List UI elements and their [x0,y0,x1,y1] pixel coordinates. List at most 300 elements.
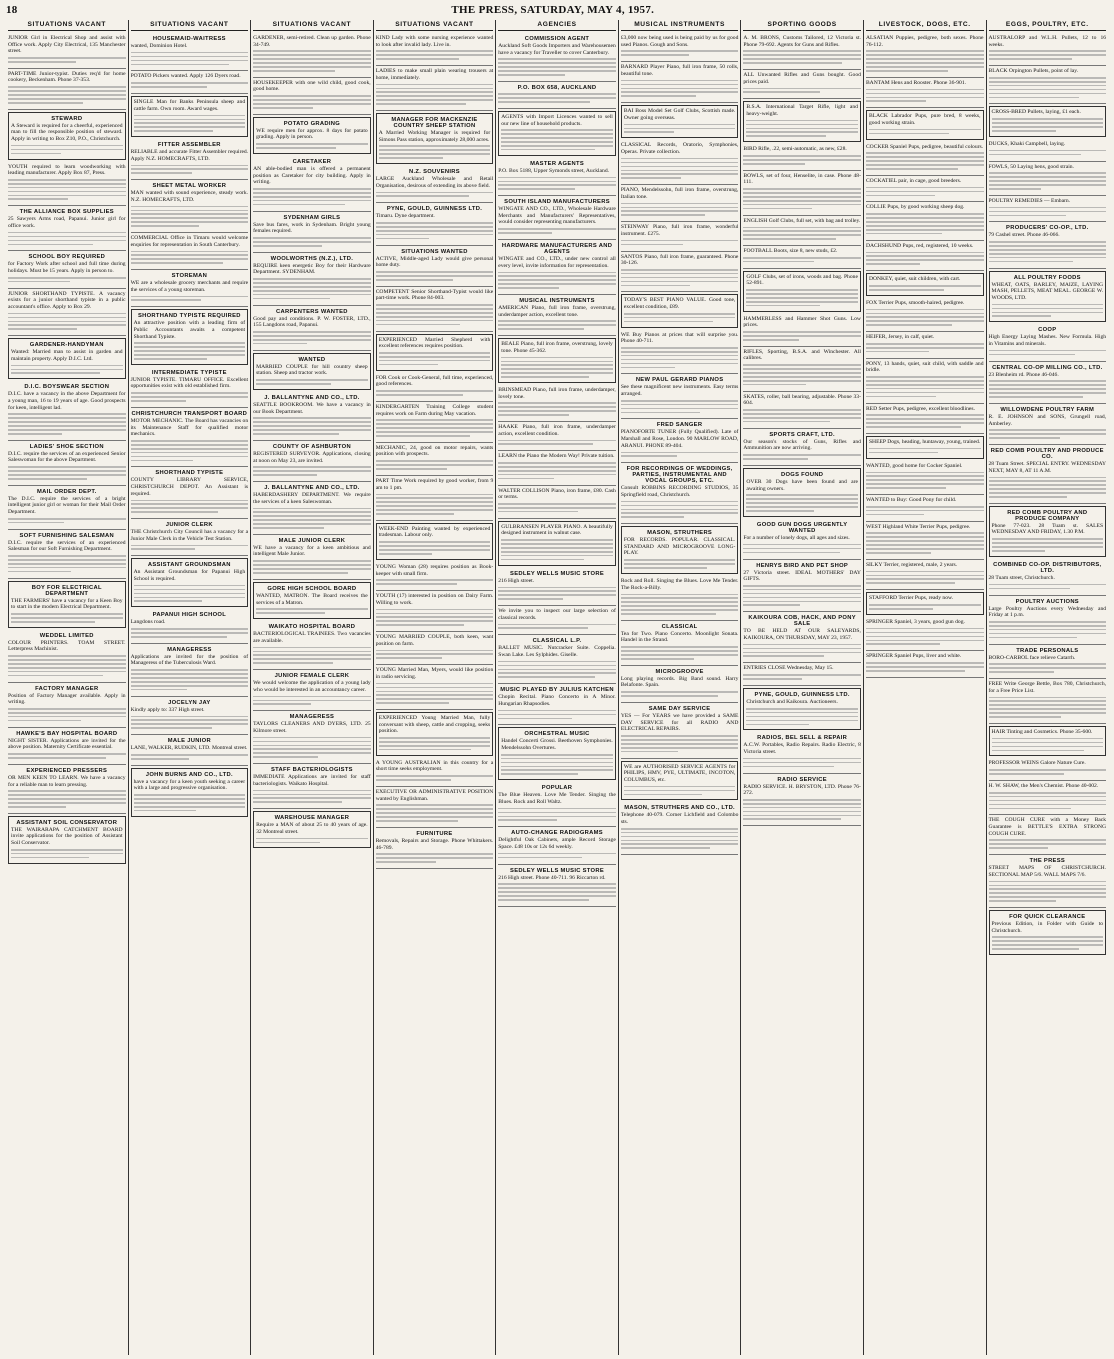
classified-ad [989,324,1107,361]
print-texture [621,158,739,179]
ad-body: COMMERCIAL Office in Timaru would welcome enquiries for representation in South Canterbury. [130,235,249,248]
classified-ad [131,71,249,94]
ad-body: PART Time Work required by good worker, from 9 am to 1 pm. [375,478,494,491]
print-texture [376,50,494,59]
print-texture [866,376,984,397]
print-texture [379,352,491,365]
ad-heading: J. BALLANTYNE AND CO., LTD. [264,394,360,401]
ad-body: COUNTY LIBRARY SERVICE, CHRISTCHURCH DEPOT. An Assistant is required. [130,477,249,497]
ad-body: The D.I.C. require the services of a bright intelligent junior girl or woman for their Mail Order Department. [8,495,126,516]
classified-ad [743,688,861,730]
ad-heading: RADIO SERVICE [777,776,827,783]
print-texture [989,150,1107,155]
ad-body: Removals, Repairs and Storage. Phone Whittakers. 46-789. [375,837,494,851]
ad-heading: MAIL ORDER DEPT. [37,488,97,495]
classified-ad [498,196,616,240]
column [863,20,986,1355]
column [250,20,373,1355]
ad-body: wanted, Dominion Hotel. [130,43,188,49]
classified-ad [131,467,249,519]
classified-ad [743,392,861,429]
ad-heading: STAFF BACTERIOLOGISTS [270,767,353,774]
print-texture [743,674,861,679]
print-texture [989,584,1107,589]
ad-body: EXECUTIVE OR ADMINISTRATIVE POSITION wanted by Englishman. [375,789,494,802]
ad-heading: PYNE, GOULD, GUINNESS LTD. [386,206,483,213]
classified-ad [989,139,1107,162]
classified-ad [376,246,494,287]
ad-body: 216 High street. [498,577,535,584]
column-heading: SITUATIONS VACANT [253,20,371,31]
classified-ad [621,185,739,222]
ad-body: THE Christchurch City Council has a vacancy for a Junior Male Clerk in the Vehicle Test Station. [130,529,249,542]
print-texture [989,77,1107,98]
print-texture [992,118,1104,131]
ad-heading: CARETAKER [292,159,332,166]
classified-ad [131,270,249,307]
classified-ad [743,33,861,70]
print-texture [8,413,126,434]
classified-ad [498,385,616,422]
classified-ad [253,441,371,482]
ad-body: FOX Terrier Pups, smooth-haired, pedigree. [865,299,965,306]
ad-body: High Energy Laying Mashes. New Formula. High in Vitamins and minerals. [988,334,1107,347]
ad-heading: JUNIOR FEMALE CLERK [274,673,350,680]
ad-heading: WILLOWDENE POULTRY FARM [1000,406,1095,413]
classified-ad [866,110,984,139]
ad-heading: JOHN BURNS AND CO., LTD. [145,771,233,778]
print-texture [743,544,861,553]
ad-body: AGENTS with Import Licences wanted to sell our new line of household products. [501,113,613,127]
ad-body: LEARN the Piano the Modern Way! Private tuition. [498,453,615,460]
classified-ad [866,298,984,332]
print-texture [498,177,616,190]
classified-ad [131,644,249,697]
ad-heading: GOOD GUN DOGS URGENTLY WANTED [756,521,848,534]
classified-ad [131,139,249,180]
ad-heading: ASSISTANT GROUNDSMAN [147,562,231,569]
print-texture [869,285,981,290]
print-texture [989,350,1107,355]
ad-body: 23 Blenheim rd. Phone 46-046. [988,371,1059,378]
ad-heading: PRODUCERS' CO-OP., LTD. [1006,225,1089,232]
print-texture [866,213,984,234]
ad-body: POTATO Pickers wanted. Apply 126 Dyers road. [130,73,241,80]
page-number: 18 [6,4,18,16]
print-texture [743,585,861,606]
ad-heading: D.I.C. BOYSWEAR SECTION [24,384,110,391]
ad-heading: THE ALLIANCE BOX SUPPLIES [19,209,114,216]
column-heading: SITUATIONS VACANT [131,20,249,31]
classified-ad [989,162,1107,196]
print-texture [134,342,246,359]
print-texture [866,628,984,645]
classified-ad [498,635,616,684]
ad-heading: FURNITURE [416,830,453,837]
print-texture [621,50,739,55]
classified-ad [8,765,126,814]
classified-ad [376,758,494,787]
ad-body: An Assistant Groundsman for Papanui High School is required. [133,569,246,582]
print-texture [866,343,984,352]
ad-body: WHEAT, OATS, BARLEY, MAIZE, LAYING MASH, PELLETS, MEAT MEAL. GEORGE W. WOODS, LTD. [991,281,1104,301]
classified-ad [621,33,739,62]
ad-body: COLOUR PRINTERS. TOAM STREET. Letterpress Machinist. [8,639,126,653]
print-texture [11,613,123,622]
print-texture [376,579,494,584]
print-texture [498,587,616,600]
ad-heading: COUNTY OF ASHBURTON [272,443,351,450]
ad-body: Consult ROBBINS RECORDING STUDIOS, 35 Springfield road, Christchurch. [620,485,739,498]
ad-heading: CARPENTERS WANTED [276,308,348,315]
print-texture [8,232,126,245]
ad-body: SKATES, roller, ball bearing, adjustable. Phone 33-604. [743,393,861,407]
ad-body: BANTAM Hens and Rooster. Phone 36-901. [865,79,967,86]
ad-heading: HAWKE'S BAY HOSPITAL BOARD [16,730,118,737]
ad-body: DUCKS, Khaki Campbell, laying. [988,140,1066,147]
classified-ad [989,559,1107,596]
ad-body: YOUTH required to learn woodworking with leading manufacturer. Apply Box 87, Press. [8,163,126,177]
print-texture [989,50,1107,59]
ad-body: ALL Unwanted Rifles and Guns bought. Good prices paid. [743,72,861,85]
ad-body: Position of Factory Manager available. Apply in writing. [8,692,126,706]
classified-ad [131,558,249,607]
print-texture [11,145,123,154]
classified-ad [743,70,861,99]
classified-ad [376,632,494,665]
ad-heading: TRADE PERSONALS [1016,647,1079,654]
ad-body: PIANO, Mendelssohn, full iron frame, overstrung, Italian tone. [620,187,739,200]
classified-ad [743,612,861,663]
ad-heading: COOP [1038,327,1057,334]
print-texture [621,828,739,849]
column [6,20,128,1355]
print-texture [131,82,249,87]
ad-heading: SEDLEY WELLS MUSIC STORE [510,570,604,577]
page-title: THE PRESS, SATURDAY, MAY 4, 1957. [451,4,655,16]
ad-body: BIRD Rifle, .22, semi-automatic, as new, £28. [743,146,847,153]
print-texture [256,608,368,613]
ad-body: Christchurch and Kaikoura. Auctioneers. [746,699,838,706]
ad-body: We invite you to inspect our large selection of classical records. [498,608,616,621]
ad-heading: WOOLWORTHS (N.Z.), LTD. [270,255,354,262]
ad-body: HAMMERLESS and Hammer Shot Guns. Low prices. [743,315,861,329]
print-texture [501,357,613,378]
classified-ad [989,404,1107,445]
classified-ad [989,855,1107,908]
ad-heading: ASSISTANT SOIL CONSERVATOR [16,819,118,826]
classified-ad [743,246,861,269]
ad-body: H. W. SHAW, the Men's Chemist. Phone 40-002. [988,783,1099,790]
classified-ad [131,33,249,71]
classified-ad [498,782,616,827]
ad-body: BOWLS, set of four, Henselite, in case. Phone 48-111. [743,172,861,186]
print-texture [498,228,616,233]
column [740,20,863,1355]
ad-heading: SYDENHAM GIRLS [283,214,341,221]
ad-body: LADIES to make small plain wearing trousers at home, immediately. [375,68,494,81]
ad-body: A Steward is required for a cheerful, experienced man to fill the responsible position of steward. Apply in writing to Box Z10, P.O., Christchurch. [11,122,123,142]
column-heading: SITUATIONS VACANT [376,20,494,31]
ad-heading: SPORTS CRAFT, LTD. [769,431,835,438]
classified-ad [743,271,861,312]
classified-ad [376,476,494,521]
print-texture [376,609,494,626]
print-texture [498,624,616,629]
ad-body: IMMEDIATE Applications are invited for staff bacteriologists. Waikato Hospital. [253,774,371,787]
column-heading: LIVESTOCK, DOGS, ETC. [866,20,984,31]
ad-body: NIGHT SISTER. Applications are invited for the above position. Maternity Certificate essential. [8,737,126,751]
classified-ad [621,463,739,524]
classified-ad [621,576,739,621]
print-texture [376,853,494,862]
ad-body: We would welcome the application of a young lady who would be interested in an accountancy career. [253,680,371,693]
print-texture [498,58,616,75]
ad-body: 216 High street. Phone 40-711. 96 Riccarton rd. [498,874,606,881]
classified-ad [376,33,494,66]
ad-body: EXPERIENCED Young Married Man, fully conversant with sheep, cattle and cropping, seeks position. [378,715,491,735]
ad-body: STEINWAY Piano, full iron frame, wonderful instrument. £275. [620,224,739,237]
ad-body: FOR Cook or Cook-General, full time, experienced, good references. [375,374,494,388]
print-texture [621,594,739,615]
classified-ad [498,486,616,519]
ad-body: SEATTLE BOOKROOM. We have a vacancy in our Book Department. [253,401,371,415]
ad-body: Telephone 40-079. Corner Lichfield and Colombo sts. [620,812,739,826]
print-texture [989,172,1107,189]
print-texture [866,89,984,102]
ad-body: FOR RECORDS. POPULAR. CLASSICAL. STANDARD AND MICROGROOVE LONG-PLAY. [623,537,736,557]
classified-ad [866,78,984,108]
classified-ad [376,402,494,443]
classified-ad [253,621,371,670]
classified-ad [866,332,984,359]
ad-body: BRINSMEAD Piano, full iron frame, underdamper, lovely tone. [498,386,616,400]
ad-body: WE have a vacancy for a keen ambitious and intelligent Male Junior. [253,544,371,558]
column [373,20,496,1355]
print-texture [989,663,1107,672]
ad-body: FREE Write George Bettle, Box 780, Christchurch, for a Free Price List. [988,681,1107,694]
print-texture [134,585,246,602]
ad-heading: RED COMB POULTRY AND PRODUCE CO. [990,448,1104,461]
print-texture [253,508,371,529]
print-texture [131,440,249,461]
column [986,20,1109,1355]
classified-ad [131,233,249,270]
classified-ad [621,330,739,375]
ad-heading: MUSIC PLAYED BY JULIUS KATCHEN [500,687,614,694]
classified-ad [989,726,1107,756]
print-texture [498,661,616,678]
print-texture [376,304,494,325]
print-texture [498,710,616,719]
classified-ad [621,140,739,185]
ad-body: REGISTERED SURVEYOR. Applications, closing at noon on May 23, are invited. [253,450,371,464]
ad-body: THE COUGH CURE with a Money Back Guarantee is BETTLE'S EXTRA STRONG COUGH CURE. [988,817,1107,837]
column-heading: SITUATIONS VACANT [8,20,126,31]
ad-heading: MUSICAL INSTRUMENTS [519,297,595,304]
print-texture [131,716,249,729]
print-texture [253,188,371,205]
print-texture [743,257,861,262]
classified-ad [621,802,739,855]
ad-heading: STOREMAN [171,273,208,280]
print-texture [866,472,984,489]
print-texture [743,331,861,340]
print-texture [869,604,981,609]
ad-heading: SEDLEY WELLS MUSIC STORE [510,867,604,874]
print-texture [621,501,739,518]
print-texture [131,628,249,637]
ad-heading: NEW PAUL GERARD PIANOS [635,377,724,384]
print-texture [131,500,249,513]
column [128,20,251,1355]
classified-ad [498,158,616,196]
print-texture [989,792,1107,809]
ad-body: MECHANIC, 24, good on motor repairs, wants position with prospects. [375,444,494,458]
ad-body: WANTED, MATRON. The Board receives the services of a Matron. [256,592,368,606]
ad-body: Large Poultry Auctions every Wednesday and Friday at 1 p.m. [988,605,1107,619]
print-texture [256,379,368,384]
classified-ad [131,367,249,408]
print-texture [866,187,984,196]
classified-ad [743,519,861,560]
classified-ad [866,436,984,459]
ad-body: BLACK Orpington Pullets, point of lay. [988,68,1079,75]
ad-heading: SOUTH ISLAND MANUFACTURERS [504,199,610,206]
ad-body: BLACK Labrador Pups, pure bred, 8 weeks, good working strain. [868,113,981,126]
classified-ad [376,203,494,245]
classified-ad [376,113,494,164]
classified-ad [498,521,616,566]
classified-ad [866,404,984,434]
print-texture [376,494,494,515]
classified-ad [131,408,249,467]
print-texture [253,466,371,475]
ad-body: ENGLISH Golf Clubs, full set, with bag and trolley. [743,217,861,224]
print-texture [8,655,126,676]
print-texture [8,86,126,103]
ad-body: REQUIRE keen energetic Boy for their Hardware Department. SYDENHAM. [253,262,371,276]
ad-body: EXPERIENCED Married Shepherd with excellent references requires position. [378,336,491,350]
classified-ad [376,166,494,203]
classified-ad [498,684,616,725]
print-texture [376,683,494,704]
print-texture [131,296,249,301]
ad-body: WINGATE AND CO., LTD., Wholesale Hardware Merchants and Manufacturers' Representatives, would consider representing manufacturers. [498,206,616,226]
ad-body: Timaru. Dyne department. [375,213,435,220]
classified-ad [253,117,371,154]
print-texture [8,466,126,479]
ad-heading: SHEET METAL WORKER [152,183,227,190]
classified-ad [866,359,984,404]
classified-ad [621,703,739,759]
ad-heading: SITUATIONS WANTED [401,248,468,255]
classified-ad [989,271,1107,323]
ad-body: Rock and Roll. Singing the Blues. Love Me Tender. The Rock-a-Billy. [620,578,739,591]
classified-ad [253,353,371,390]
classified-ad [376,712,494,756]
ad-body: MARRIED COUPLE for hill country sheep station. Sheep and tractor work. [256,363,368,377]
ad-body: SINGLE Man for Banks Peninsula sheep and cattle farm. Own room. Award wages. [133,99,246,112]
ad-heading: WAREHOUSE MANAGER [274,815,350,822]
ad-body: GARDENER, semi-retired. Clean up garden. Phone 34-749. [253,35,371,48]
print-texture [376,390,494,395]
print-texture [746,289,858,306]
classified-ad [8,338,126,379]
print-texture [8,753,126,758]
ad-body: THE WAIRARAPA CATCHMENT BOARD invite applications for the position of Assistant Soil Conservator. [11,826,123,847]
print-texture [743,227,861,240]
print-texture [8,708,126,721]
ad-body: FOOTBALL Boots, size 8, new studs, £2. [743,248,838,255]
ad-heading: SOFT FURNISHING SALESMAN [19,532,115,539]
ad-body: AN able-bodied man is offered a permanent position as Caretaker for city building. Apply in writing. [253,166,371,186]
print-texture [992,304,1104,317]
print-texture [8,57,126,62]
print-texture [376,775,494,780]
ad-heading: JUNIOR CLERK [165,522,213,529]
classified-ad [866,522,984,560]
print-texture [989,621,1107,638]
ad-body: 27 Victoria street. IDEAL MOTHERS' DAY GIFTS. [743,569,861,583]
print-texture [624,786,736,795]
ad-body: Good pay and conditions. P. W. FOSTER, LTD., 155 Langdons road, Papanui. [253,315,371,329]
classified-ad [743,732,861,773]
ad-body: HEIFER, Jersey, in calf, quiet. [865,334,935,341]
ad-heading: SAME DAY SERVICE [648,706,711,713]
classified-ad [498,865,616,907]
ad-body: MAN wanted with sound experience, steady work. N.Z. HOMECRAFTS, LTD. [130,190,249,203]
ad-body: OR MEN KEEN TO LEARN. We have a vacancy for a reliable man to learn pressing. [8,774,126,788]
print-texture [746,494,858,511]
classified-ad [866,202,984,240]
classified-ad [498,451,616,485]
masthead [6,4,1108,20]
ad-body: D.I.C. require the services of an experienced Senior Saleswoman for the above Department. [8,450,126,464]
ad-body: LANE, WALKER, RUDKIN, LTD. Montreal street. [130,745,248,752]
ad-body: WINGATE and CO., LTD., under new control all every level, invite information for representation. [498,256,616,269]
ad-heading: COMMISSION AGENT [524,36,590,42]
ad-heading: AUTO-CHANGE RADIOGRAMS [511,830,603,837]
ad-body: SHEEP Dogs, heading, huntaway, young, trained. [868,439,981,445]
ad-body: RIFLES, Sporting, B.S.A. and Winchester. All calibres. [743,348,861,362]
ad-heading: PYNE, GOULD, GUINNESS LTD. [754,692,850,699]
print-texture [498,853,616,858]
ad-body: have a vacancy for a keen youth seeking a career with a large and progressive organisation. [133,778,246,792]
classified-ad [8,112,126,160]
ad-heading: COMBINED CO-OP. DISTRIBUTORS, LTD. [993,561,1102,574]
ad-body: STREET MAPS OF CHRISTCHURCH. SECTIONAL MAP 5/6. WALL MAPS 7/6. [988,865,1107,878]
print-texture [131,392,249,401]
print-texture [379,541,491,554]
classified-ad [253,212,371,253]
ad-body: YOUNG MARRIED COUPLE, both keen, want position on farm. [375,634,494,647]
ad-body: WE require men for approx. 8 days for potato grading. Apply in person. [256,127,368,141]
ad-heading: CHRISTCHURCH TRANSPORT BOARD [131,411,248,418]
ad-body: BALLET MUSIC. Nutcracker Suite. Coppelia. Swan Lake. Les Sylphides. Giselle. [498,645,616,658]
ad-body: YOUNG Woman (28) requires position as Book-keeper with small firm. [375,563,494,577]
print-texture [746,120,858,137]
print-texture [498,402,616,415]
classified-ad [376,287,494,332]
ad-heading: HARDWARE MANUFACTURERS AND AGENTS [501,243,613,256]
ad-heading: MANAGERESS [167,646,212,653]
print-texture [501,539,613,560]
classified-ad [866,33,984,78]
ad-body: WEEK-END Painting wanted by experienced tradesman. Labour only. [378,525,491,539]
ad-body: RADIO SERVICE. H. BRYSTON, LTD. Phone 76-272. [743,783,861,797]
ad-body: An attractive position with a leading firm of Public Accountants awaits a competent Shorthand Typiste. [133,320,246,340]
